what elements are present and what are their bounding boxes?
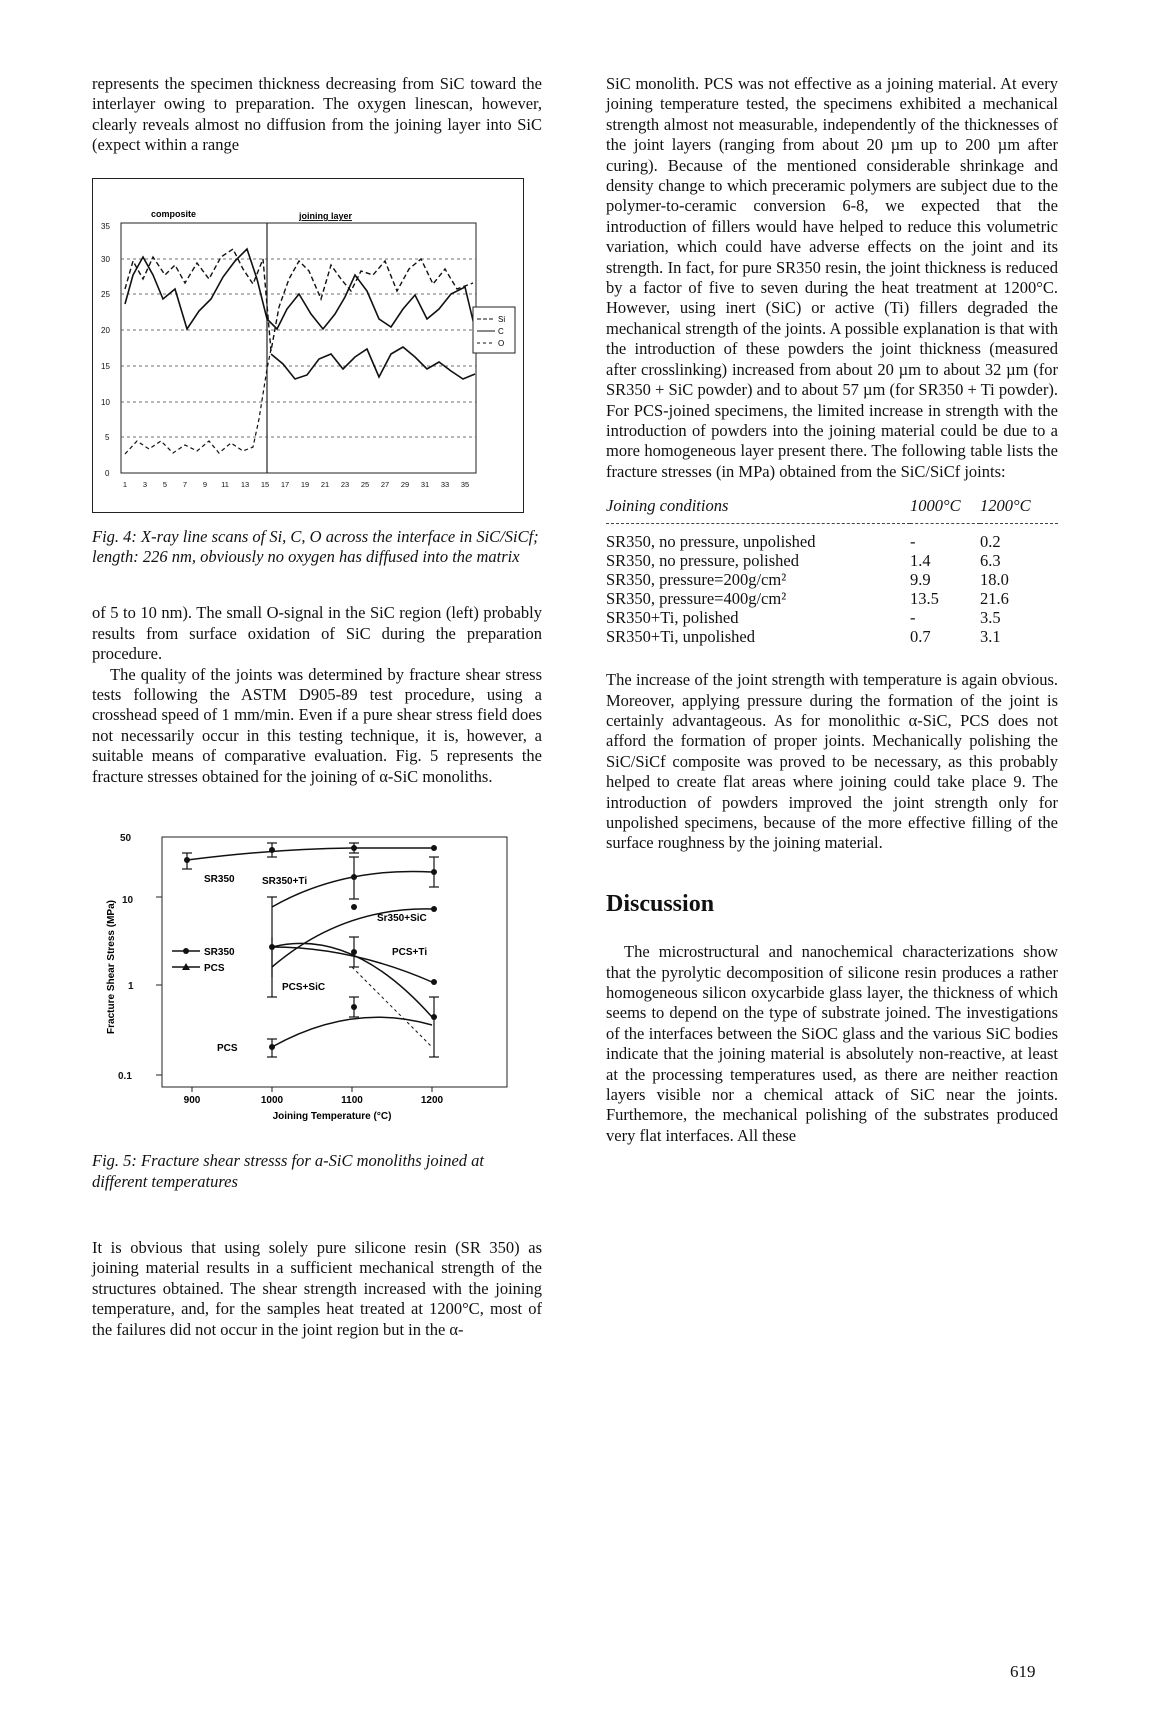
fig5-label-sr350sic: Sr350+SiC (377, 913, 427, 925)
fig4-xtick: 1 (122, 479, 128, 489)
table-cell: - (910, 532, 916, 552)
fig4-ytick: 35 (101, 221, 110, 231)
figure-5-caption: Fig. 5: Fracture shear stresss for a-SiC monoliths joined at different temperatures (92, 1151, 485, 1191)
fig5-ytick: 10 (122, 895, 134, 907)
fig4-xtick: 29 (400, 479, 410, 489)
fig4-label-composite: composite (151, 208, 197, 219)
right-paragraph-3: The microstructural and nanochemical characterizations show that the pyrolytic decomposition of silicone resin produces a rather homogeneous silicon oxycarbide glass layer, the thickness of which seems to depend on the type of substrate joined. The investigations of the interfaces between the SiOC glass and the various SiC bodies indicate that the joining material is absolutely non-reactive, at least at the processing temperatures used, as there are neither reaction layers visible nor a chemical attack of SiC near the joints. Furthemore, the mechanical polishing of the substrates produced very flat interfaces. All these (606, 942, 1058, 1145)
left-column (92, 74, 542, 1340)
fig5-label-pcsti: PCS+Ti (392, 947, 428, 959)
fig5-legend-sr350: SR350 (204, 947, 235, 959)
fig4-xtick: 35 (460, 479, 470, 489)
fig4-xtick: 15 (260, 479, 270, 489)
fig4-xtick: 17 (280, 479, 290, 489)
fig4-xtick: 23 (340, 479, 350, 489)
left-paragraph-2: of 5 to 10 nm). The small O-signal in the SiC region (left) probably results from surface oxidation of SiC during the preparation procedure. (92, 603, 542, 664)
table-cell: SR350, no pressure, polished (606, 551, 799, 571)
fig4-xtick: 33 (440, 479, 450, 489)
fig5-legend-pcs: PCS (204, 963, 225, 975)
table-cell: SR350, no pressure, unpolished (606, 532, 816, 552)
fig4-xtick: 5 (162, 479, 168, 489)
fig4-xtick: 9 (202, 479, 208, 489)
fig4-xtick: 25 (360, 479, 370, 489)
fig4-xtick: 27 (380, 479, 390, 489)
table-row (606, 551, 1058, 570)
si-line (125, 249, 473, 351)
fig5-ylabel: Fracture Shear Stress (MPa) (106, 900, 117, 1035)
table-cell: SR350, pressure=400g/cm² (606, 589, 787, 609)
table-row (606, 532, 1058, 551)
left-paragraph-4: It is obvious that using solely pure silicone resin (SR 350) as joining material results in a sufficient mechanical strength of the structures obtained. The shear strength increased with the joining temperature, and, for the samples heat treated at 1200°C, most of the failures did not occur in the joint region but in the α- (92, 1237, 542, 1339)
fig5-xtick: 900 (183, 1095, 201, 1107)
left-paragraph-3: The quality of the joints was determined by fracture shear stress tests following the ASTM D905-89 test procedure, using a crosshead speed of 1 mm/min. Even if a pure shear stress field does not necessarily occur in this testing technique, it is, however, a suitable means of comparative evaluation. Fig. 5 represents the fracture stresses obtained for the joining of α-SiC monoliths. (92, 664, 542, 786)
table-header: 1000°C (910, 496, 961, 516)
fig4-legend-si: Si (498, 314, 506, 324)
table-cell: 21.6 (980, 589, 1009, 609)
table-cell: 0.2 (980, 532, 1001, 552)
fig5-xtick: 1200 (420, 1095, 444, 1107)
fracture-stress-table (606, 496, 1058, 646)
fig5-xtick: 1000 (260, 1095, 284, 1107)
c-line (125, 249, 475, 329)
table-header-row (606, 496, 1058, 524)
table-cell: 0.7 (910, 627, 931, 647)
fig5-xtick: 1100 (341, 1095, 363, 1107)
fig5-label-pcs: PCS (217, 1043, 238, 1055)
o-line-dashed (125, 349, 271, 454)
figure-4 (92, 178, 524, 513)
fig4-ytick: 20 (101, 325, 110, 335)
table-cell: 1.4 (910, 551, 931, 571)
curve-sr350 (187, 848, 432, 860)
fig4-ytick: 0 (105, 468, 110, 478)
table-cell: - (910, 608, 916, 628)
fig4-ytick: 30 (101, 254, 110, 264)
table-cell: 3.1 (980, 627, 1001, 647)
table-row (606, 570, 1058, 589)
fig5-label-sr350: SR350 (204, 874, 235, 886)
fig5-label-pcssic: PCS+SiC (282, 982, 326, 994)
fig4-xtick: 19 (300, 479, 310, 489)
table-cell: 18.0 (980, 570, 1009, 590)
table-row (606, 627, 1058, 646)
o-line (271, 347, 475, 379)
fig4-label-joining: joining layer (299, 210, 353, 221)
page-number: 619 (1010, 1662, 1036, 1681)
right-column (606, 74, 1058, 1146)
fig5-label-sr350ti: SR350+Ti (262, 876, 308, 888)
table-cell: 6.3 (980, 551, 1001, 571)
fig4-xtick: 11 (221, 479, 229, 489)
fig5-ytick: 0.1 (118, 1071, 132, 1083)
fig4-xtick: 21 (320, 479, 330, 489)
fig4-ytick: 10 (101, 397, 110, 407)
table-cell: 9.9 (910, 570, 931, 590)
fig5-ytick: 50 (120, 833, 132, 845)
table-row (606, 589, 1058, 608)
fig4-ytick: 15 (101, 361, 110, 371)
table-cell: 3.5 (980, 608, 1001, 628)
figure-5 (92, 817, 542, 1137)
fig4-legend-c: C (498, 326, 504, 336)
fig5-xlabel: Joining Temperature (°C) (272, 1111, 392, 1123)
fig4-legend-o: O (498, 338, 505, 348)
table-cell: SR350+Ti, unpolished (606, 627, 755, 647)
curve-pcs (272, 1017, 432, 1047)
figure-4-caption: Fig. 4: X-ray line scans of Si, C, O across the interface in SiC/SiCf; length: 226 nm, obviously no oxygen has diffused into the matrix (92, 526, 539, 567)
table-cell: SR350, pressure=200g/cm² (606, 570, 787, 590)
table-header: 1200°C (980, 496, 1031, 516)
fig4-xtick: 7 (182, 479, 188, 489)
left-paragraph-1: represents the specimen thickness decreasing from SiC toward the interlayer owing to preparation. The oxygen linescan, however, clearly reveals almost no diffusion from the joining layer into SiC (expect within a range (92, 74, 542, 155)
fig5-legend (172, 947, 235, 974)
figure-5-chart (92, 817, 542, 1137)
fig5-ytick: 1 (128, 981, 134, 993)
table-cell: SR350+Ti, polished (606, 608, 739, 628)
fig4-ytick: 25 (101, 289, 110, 299)
fig4-xtick: 13 (240, 479, 250, 489)
fig4-ytick: 5 (105, 432, 110, 442)
table-row (606, 608, 1058, 627)
right-paragraph-2: The increase of the joint strength with temperature is again obvious. Moreover, applying pressure during the formation of the joint is certainly advantageous. As for monolithic α-SiC, PCS does not afford the formation of proper joints. Mechanically polishing the SiC/SiCf composite was proved to be necessary, as this probably helped to create flat areas where joining could take place 9. The introduction of powders improved the joint strength only for unpolished specimens, because of the more effective filling of the surface roughness by the joining material. (606, 670, 1058, 853)
right-paragraph-1: SiC monolith. PCS was not effective as a joining material. At every joining temperature tested, the specimens exhibited a mechanical strength almost not measurable, independently of the thicknesses of the joint layers (ranging from about 20 µm up to 200 µm after curing). Because of the mentioned considerable shrinkage and density change to which preceramic polymers are subject due to the polymer-to-ceramic conversion 6-8, we expected that the introduction of fillers would have helped to reduce this volumetric variation, which could have adverse effects on the joint and its strength. In fact, for pure SR350 resin, the joint thickness is reduced by a factor of five to seven during the heat treatment at 1200°C. However, using inert (SiC) or active (Ti) fillers degraded the mechanical strength of the joints. A possible explanation is that with the introduction of these powders the joint thickness (measured after crosslinking) increased from about 20 µm to about 32 µm (for SR350 + SiC powder) and to about 57 µm (for SR350 + Ti powder). For PCS-joined specimens, the limited increase in strength with the introduction of powders into the joining material could be due to a more homogeneous layer present there. The following table lists the fracture stresses (in MPa) obtained from the SiC/SiCf joints: (606, 74, 1058, 481)
figure-4-linescan (93, 179, 523, 512)
table-cell: 13.5 (910, 589, 939, 609)
section-heading-discussion: Discussion (606, 890, 715, 917)
table-header: Joining conditions (606, 496, 729, 516)
fig4-xtick: 31 (420, 479, 430, 489)
fig4-xtick: 3 (142, 479, 148, 489)
fig4-legend (473, 307, 515, 353)
